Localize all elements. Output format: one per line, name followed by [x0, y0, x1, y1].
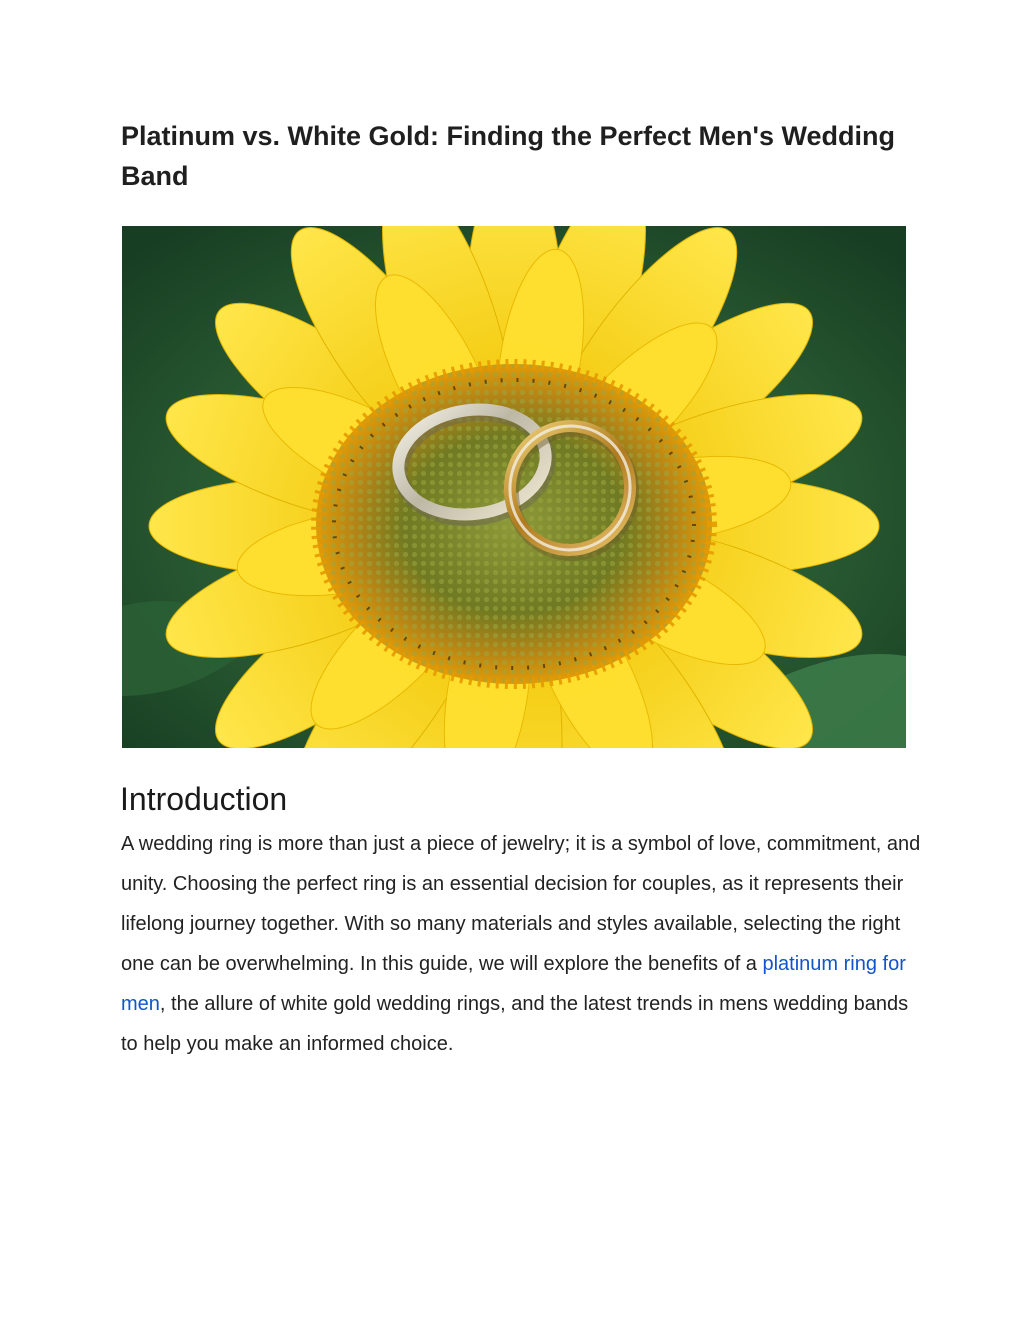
paragraph-text-start: A wedding ring is more than just a piece of jewelry; it is a symbol of love, commitment, and unity. Choosing the perfect ring is an essential decision for couples, as it represents their lifelong journey together. With so many materials and styles available, selecting the right one can be overwhelming. In this guide, we will explore the benefits of a	[121, 833, 921, 975]
introduction-heading: Introduction	[120, 781, 288, 817]
hero-image	[122, 226, 906, 748]
platinum-ring-link[interactable]: platinum ring for men	[121, 953, 906, 1015]
document-title: Platinum vs. White Gold: Finding the Perfect Men's Wedding Band	[121, 121, 895, 191]
introduction-paragraph	[121, 824, 921, 1064]
sunflower-rings-illustration	[122, 226, 906, 748]
paragraph-text-end: , the allure of white gold wedding rings, and the latest trends in mens wedding bands to help you make an informed choice.	[121, 993, 909, 1055]
